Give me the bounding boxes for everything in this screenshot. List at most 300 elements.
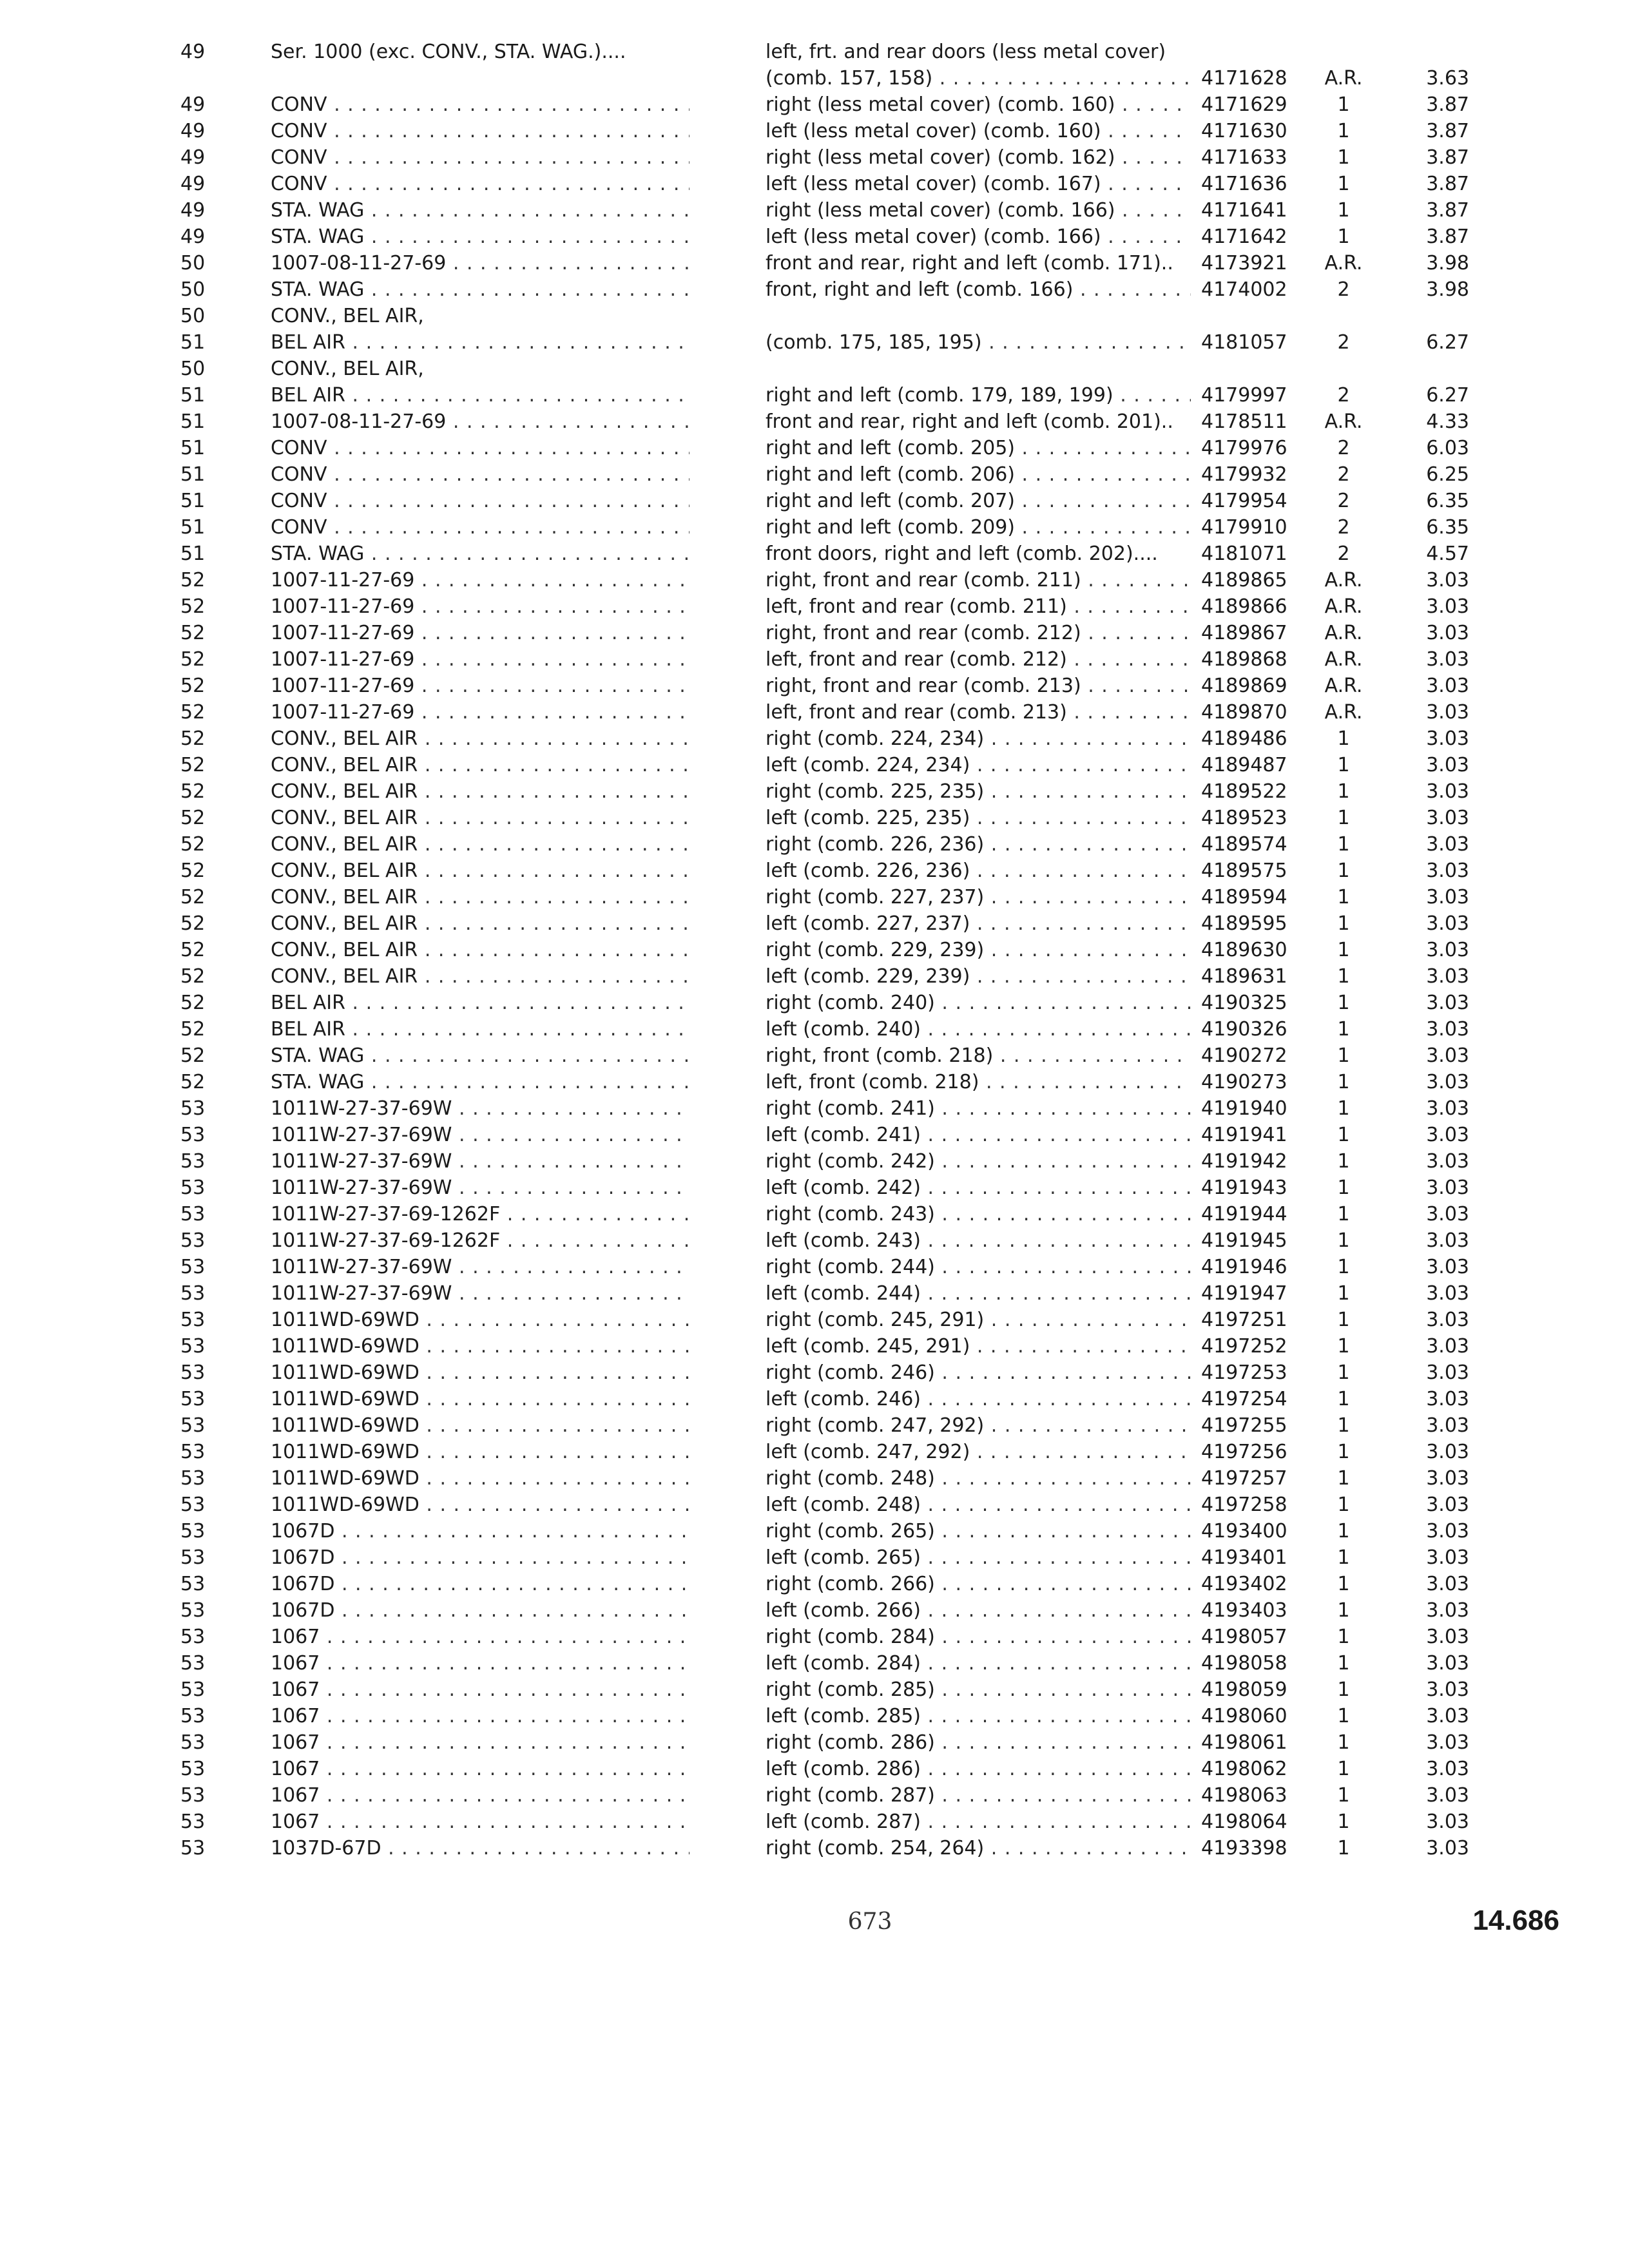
model-series: CONV . . . [271,144,689,171]
figure-number: 52 [180,1044,206,1067]
table-row [0,329,1629,356]
table-row [0,1227,1629,1254]
table-row [0,884,1629,910]
part-number: 4190273 [1201,1071,1287,1093]
quantity: 1 [1337,1071,1350,1093]
list-price: 3.03 [1426,1044,1469,1067]
list-price: 6.35 [1426,490,1469,512]
part-number: 4189865 [1201,569,1287,591]
part-number: 4197256 [1201,1441,1287,1463]
figure-number: 52 [180,860,206,882]
table-row [0,593,1629,620]
part-number: 4191941 [1201,1124,1287,1146]
list-price: 3.03 [1426,569,1469,591]
figure-number: 53 [180,1494,206,1516]
model-series: 1011WD-69WD . . . [271,1439,689,1465]
list-price: 3.03 [1426,1150,1469,1173]
table-row [0,118,1629,144]
part-number: 4191940 [1201,1097,1287,1120]
part-number: 4189574 [1201,833,1287,856]
model-series: BEL AIR . . . [271,329,689,356]
part-number: 4189867 [1201,622,1287,644]
model-series: CONV., BEL AIR . . . [271,726,689,752]
figure-number: 52 [180,622,206,644]
quantity: 1 [1337,912,1350,935]
table-row [0,1412,1629,1439]
part-number: 4191942 [1201,1150,1287,1173]
list-price: 3.03 [1426,754,1469,776]
part-number: 4198057 [1201,1626,1287,1648]
quantity: 2 [1337,331,1350,354]
part-number: 4189486 [1201,727,1287,750]
figure-number: 53 [180,1678,206,1701]
table-row [0,1571,1629,1597]
quantity: 2 [1337,490,1350,512]
table-row [0,1782,1629,1809]
list-price: 3.98 [1426,278,1469,301]
table-row [0,171,1629,197]
part-description: front, right and left (comb. 166) . . . [766,276,1191,303]
part-description: (comb. 175, 185, 195) . . . [766,329,1191,356]
figure-number: 49 [180,199,206,222]
table-row [0,488,1629,514]
list-price: 6.25 [1426,463,1469,486]
quantity: 1 [1337,226,1350,248]
list-price: 3.03 [1426,1256,1469,1278]
list-price: 3.03 [1426,912,1469,935]
model-series: 1067 . . . [271,1756,689,1782]
part-description: right (comb. 244) . . . [766,1254,1191,1280]
figure-number: 51 [180,516,206,539]
part-description: left (comb. 286) . . . [766,1756,1191,1782]
list-price: 3.03 [1426,1309,1469,1331]
part-number: 4193398 [1201,1837,1287,1860]
figure-number: 53 [180,1811,206,1833]
part-description: left (comb. 248) . . . [766,1492,1191,1518]
quantity: 1 [1337,1520,1350,1542]
quantity: 2 [1337,543,1350,565]
table-row [0,1597,1629,1624]
figure-number: 53 [180,1256,206,1278]
part-description: front and rear, right and left (comb. 201).. [766,410,1173,433]
list-price: 3.03 [1426,1520,1469,1542]
figure-number: 53 [180,1335,206,1358]
part-number: 4198061 [1201,1731,1287,1754]
figure-number: 51 [180,463,206,486]
model-series: CONV., BEL AIR . . . [271,884,689,910]
part-description: left (comb. 240) . . . [766,1016,1191,1043]
table-row [0,1677,1629,1703]
part-description: left, frt. and rear doors (less metal cover) [766,41,1166,63]
table-row [0,1703,1629,1729]
table-row [0,39,1629,65]
page-number: 673 [847,1908,892,1935]
table-row [0,435,1629,461]
part-description: right (less metal cover) (comb. 162) . . . [766,144,1191,171]
quantity: 1 [1337,886,1350,908]
list-price: 3.03 [1426,1203,1469,1225]
model-series: 1067 . . . [271,1703,689,1729]
quantity: A.R. [1324,622,1363,644]
list-price: 3.03 [1426,1731,1469,1754]
table-row [0,1439,1629,1465]
part-description: front and rear, right and left (comb. 171).. [766,252,1173,274]
part-number: 4181057 [1201,331,1287,354]
model-series: 1011W-27-37-69W . . . [271,1095,689,1122]
figure-number: 53 [180,1229,206,1252]
list-price: 3.03 [1426,1282,1469,1305]
table-row [0,1729,1629,1756]
part-description: right, front (comb. 218) . . . [766,1043,1191,1069]
list-price: 3.03 [1426,1335,1469,1358]
list-price: 3.03 [1426,1784,1469,1807]
model-series: 1007-11-27-69 . . . [271,567,689,593]
part-number: 4190325 [1201,992,1287,1014]
model-series: 1011WD-69WD . . . [271,1386,689,1412]
table-row [0,1544,1629,1571]
figure-number: 53 [180,1520,206,1542]
model-series: 1007-11-27-69 . . . [271,646,689,673]
model-series: 1011W-27-37-69-1262F . . . [271,1227,689,1254]
model-series: CONV., BEL AIR . . . [271,805,689,831]
table-row [0,805,1629,831]
list-price: 3.03 [1426,1467,1469,1490]
list-price: 3.03 [1426,992,1469,1014]
part-description: left (comb. 246) . . . [766,1386,1191,1412]
quantity: 1 [1337,1441,1350,1463]
table-row [0,1254,1629,1280]
quantity: 1 [1337,807,1350,829]
part-number: 4173921 [1201,252,1287,274]
list-price: 3.03 [1426,1441,1469,1463]
part-description: right (comb. 246) . . . [766,1360,1191,1386]
figure-number: 53 [180,1784,206,1807]
table-row [0,1756,1629,1782]
table-row [0,646,1629,673]
list-price: 3.03 [1426,1388,1469,1410]
part-description: right (less metal cover) (comb. 166) . . . [766,197,1191,224]
list-price: 6.35 [1426,516,1469,539]
part-description: right (comb. 243) . . . [766,1201,1191,1227]
part-number: 4189869 [1201,675,1287,697]
figure-number: 51 [180,384,206,407]
part-number: 4189870 [1201,701,1287,724]
table-row [0,1809,1629,1835]
table-row [0,990,1629,1016]
part-number: 4189630 [1201,939,1287,961]
table-row [0,303,1629,329]
part-number: 4191947 [1201,1282,1287,1305]
part-description: left, front and rear (comb. 212) . . . [766,646,1191,673]
part-description: left (comb. 226, 236) . . . [766,858,1191,884]
part-number: 4189575 [1201,860,1287,882]
list-price: 3.03 [1426,1494,1469,1516]
part-description: right and left (comb. 209) . . . [766,514,1191,541]
table-row [0,567,1629,593]
table-row [0,620,1629,646]
part-number: 4198064 [1201,1811,1287,1833]
table-row [0,144,1629,171]
model-series: BEL AIR . . . [271,382,689,408]
table-row [0,963,1629,990]
part-number: 4193402 [1201,1573,1287,1595]
quantity: 1 [1337,1256,1350,1278]
quantity: A.R. [1324,569,1363,591]
quantity: 1 [1337,1758,1350,1780]
figure-number: 52 [180,780,206,803]
part-number: 4179954 [1201,490,1287,512]
model-series: STA. WAG . . . [271,1069,689,1095]
model-series: CONV., BEL AIR, [271,305,424,327]
part-description: left (comb. 247, 292) . . . [766,1439,1191,1465]
figure-number: 51 [180,437,206,459]
list-price: 3.03 [1426,939,1469,961]
model-series: CONV . . . [271,91,689,118]
part-description: left (comb. 287) . . . [766,1809,1191,1835]
quantity: 1 [1337,1467,1350,1490]
figure-number: 53 [180,1626,206,1648]
part-number: 4191946 [1201,1256,1287,1278]
part-number: 4189866 [1201,595,1287,618]
table-row [0,461,1629,488]
list-price: 3.03 [1426,1811,1469,1833]
quantity: 1 [1337,1335,1350,1358]
part-number: 4171633 [1201,146,1287,169]
quantity: 1 [1337,727,1350,750]
model-series: CONV., BEL AIR . . . [271,963,689,990]
part-description: right (comb. 227, 237) . . . [766,884,1191,910]
part-description: (comb. 157, 158) . . . [766,65,1191,91]
part-number: 4197251 [1201,1309,1287,1331]
part-description: right (comb. 287) . . . [766,1782,1191,1809]
figure-number: 49 [180,120,206,142]
figure-number: 49 [180,226,206,248]
part-number: 4179976 [1201,437,1287,459]
quantity: 1 [1337,1414,1350,1437]
quantity: 1 [1337,1784,1350,1807]
figure-number: 53 [180,1177,206,1199]
figure-number: 49 [180,146,206,169]
list-price: 3.87 [1426,146,1469,169]
part-description: right and left (comb. 207) . . . [766,488,1191,514]
list-price: 3.03 [1426,833,1469,856]
figure-number: 53 [180,1388,206,1410]
figure-number: 53 [180,1599,206,1622]
part-number: 4198059 [1201,1678,1287,1701]
part-number: 4198060 [1201,1705,1287,1727]
quantity: 1 [1337,173,1350,195]
list-price: 3.03 [1426,1229,1469,1252]
quantity: 1 [1337,1837,1350,1860]
figure-number: 52 [180,675,206,697]
part-description: left, front and rear (comb. 211) . . . [766,593,1191,620]
list-price: 3.03 [1426,860,1469,882]
list-price: 3.03 [1426,1124,1469,1146]
quantity: 1 [1337,833,1350,856]
figure-number: 51 [180,490,206,512]
section-number: 14.686 [1472,1905,1559,1936]
list-price: 3.03 [1426,622,1469,644]
part-number: 4190272 [1201,1044,1287,1067]
quantity: 1 [1337,1388,1350,1410]
figure-number: 53 [180,1573,206,1595]
part-number: 4193401 [1201,1546,1287,1569]
part-number: 4191943 [1201,1177,1287,1199]
part-number: 4189487 [1201,754,1287,776]
model-series: STA. WAG . . . [271,224,689,250]
model-series: 1007-11-27-69 . . . [271,620,689,646]
list-price: 3.03 [1426,701,1469,724]
part-description: left (less metal cover) (comb. 166) . . . [766,224,1191,250]
quantity: 1 [1337,1044,1350,1067]
quantity: 2 [1337,384,1350,407]
list-price: 3.87 [1426,120,1469,142]
list-price: 4.57 [1426,543,1469,565]
figure-number: 52 [180,886,206,908]
figure-number: 52 [180,939,206,961]
figure-number: 53 [180,1705,206,1727]
part-description: left (comb. 243) . . . [766,1227,1191,1254]
part-description: left (comb. 242) . . . [766,1175,1191,1201]
model-series: CONV., BEL AIR . . . [271,831,689,858]
model-series: STA. WAG . . . [271,197,689,224]
part-number: 4189595 [1201,912,1287,935]
model-series: 1011WD-69WD . . . [271,1412,689,1439]
part-description: left, front and rear (comb. 213) . . . [766,699,1191,726]
table-row [0,250,1629,276]
part-description: left (comb. 224, 234) . . . [766,752,1191,778]
quantity: 1 [1337,1678,1350,1701]
figure-number: 53 [180,1546,206,1569]
part-number: 4174002 [1201,278,1287,301]
model-series: 1007-08-11-27-69 . . . [271,250,689,276]
figure-number: 52 [180,1071,206,1093]
figure-number: 53 [180,1150,206,1173]
figure-number: 52 [180,701,206,724]
model-series: BEL AIR . . . [271,1016,689,1043]
table-row [0,1650,1629,1677]
part-description: right and left (comb. 179, 189, 199) . . . [766,382,1191,408]
list-price: 3.03 [1426,1652,1469,1675]
quantity: 1 [1337,1494,1350,1516]
quantity: 1 [1337,1282,1350,1305]
model-series: 1011WD-69WD . . . [271,1333,689,1360]
table-row [0,937,1629,963]
model-series: 1067 . . . [271,1624,689,1650]
part-description: right (comb. 286) . . . [766,1729,1191,1756]
model-series: 1011WD-69WD . . . [271,1465,689,1492]
quantity: 2 [1337,278,1350,301]
model-series: 1067D . . . [271,1544,689,1571]
part-number: 4171630 [1201,120,1287,142]
figure-number: 53 [180,1758,206,1780]
part-description: right and left (comb. 206) . . . [766,461,1191,488]
model-series: CONV . . . [271,514,689,541]
figure-number: 52 [180,992,206,1014]
quantity: A.R. [1324,410,1363,433]
table-row [0,778,1629,805]
figure-number: 50 [180,252,206,274]
model-series: 1011W-27-37-69W . . . [271,1122,689,1148]
table-row [0,1280,1629,1307]
table-row [0,910,1629,937]
part-number: 4193403 [1201,1599,1287,1622]
quantity: A.R. [1324,701,1363,724]
figure-number: 50 [180,305,206,327]
table-row [0,541,1629,567]
part-number: 4171641 [1201,199,1287,222]
part-description: left (comb. 284) . . . [766,1650,1191,1677]
table-row [0,1360,1629,1386]
model-series: 1067 . . . [271,1650,689,1677]
list-price: 6.03 [1426,437,1469,459]
part-number: 4171642 [1201,226,1287,248]
part-description: left (comb. 241) . . . [766,1122,1191,1148]
part-description: left (comb. 225, 235) . . . [766,805,1191,831]
part-number: 4193400 [1201,1520,1287,1542]
quantity: 1 [1337,1203,1350,1225]
list-price: 3.63 [1426,67,1469,90]
list-price: 3.03 [1426,1678,1469,1701]
figure-number: 51 [180,543,206,565]
figure-number: 52 [180,807,206,829]
quantity: 1 [1337,860,1350,882]
figure-number: 49 [180,93,206,116]
quantity: A.R. [1324,595,1363,618]
figure-number: 52 [180,833,206,856]
part-description: left, front (comb. 218) . . . [766,1069,1191,1095]
part-description: left (less metal cover) (comb. 160) . . . [766,118,1191,144]
table-row [0,831,1629,858]
list-price: 3.03 [1426,727,1469,750]
figure-number: 52 [180,648,206,671]
table-row [0,1148,1629,1175]
part-description: right (comb. 224, 234) . . . [766,726,1191,752]
part-number: 4197255 [1201,1414,1287,1437]
figure-number: 53 [180,1282,206,1305]
model-series: CONV., BEL AIR . . . [271,752,689,778]
part-number: 4198062 [1201,1758,1287,1780]
figure-number: 53 [180,1467,206,1490]
quantity: 1 [1337,1309,1350,1331]
part-description: right, front and rear (comb. 212) . . . [766,620,1191,646]
part-number: 4171636 [1201,173,1287,195]
table-row [0,1518,1629,1544]
list-price: 3.03 [1426,886,1469,908]
quantity: 1 [1337,93,1350,116]
list-price: 3.03 [1426,1837,1469,1860]
part-number: 4198063 [1201,1784,1287,1807]
quantity: 1 [1337,992,1350,1014]
figure-number: 49 [180,173,206,195]
list-price: 6.27 [1426,384,1469,407]
list-price: 3.03 [1426,1599,1469,1622]
list-price: 3.03 [1426,675,1469,697]
model-series: STA. WAG . . . [271,1043,689,1069]
quantity: 1 [1337,1731,1350,1754]
figure-number: 52 [180,595,206,618]
part-description: front doors, right and left (comb. 202).... [766,543,1158,565]
part-number: 4179910 [1201,516,1287,539]
part-description: left (comb. 244) . . . [766,1280,1191,1307]
part-number: 4181071 [1201,543,1287,565]
model-series: CONV . . . [271,461,689,488]
table-row [0,1095,1629,1122]
part-number: 4189522 [1201,780,1287,803]
part-description: right (comb. 240) . . . [766,990,1191,1016]
part-number: 4179997 [1201,384,1287,407]
model-series: CONV., BEL AIR . . . [271,910,689,937]
